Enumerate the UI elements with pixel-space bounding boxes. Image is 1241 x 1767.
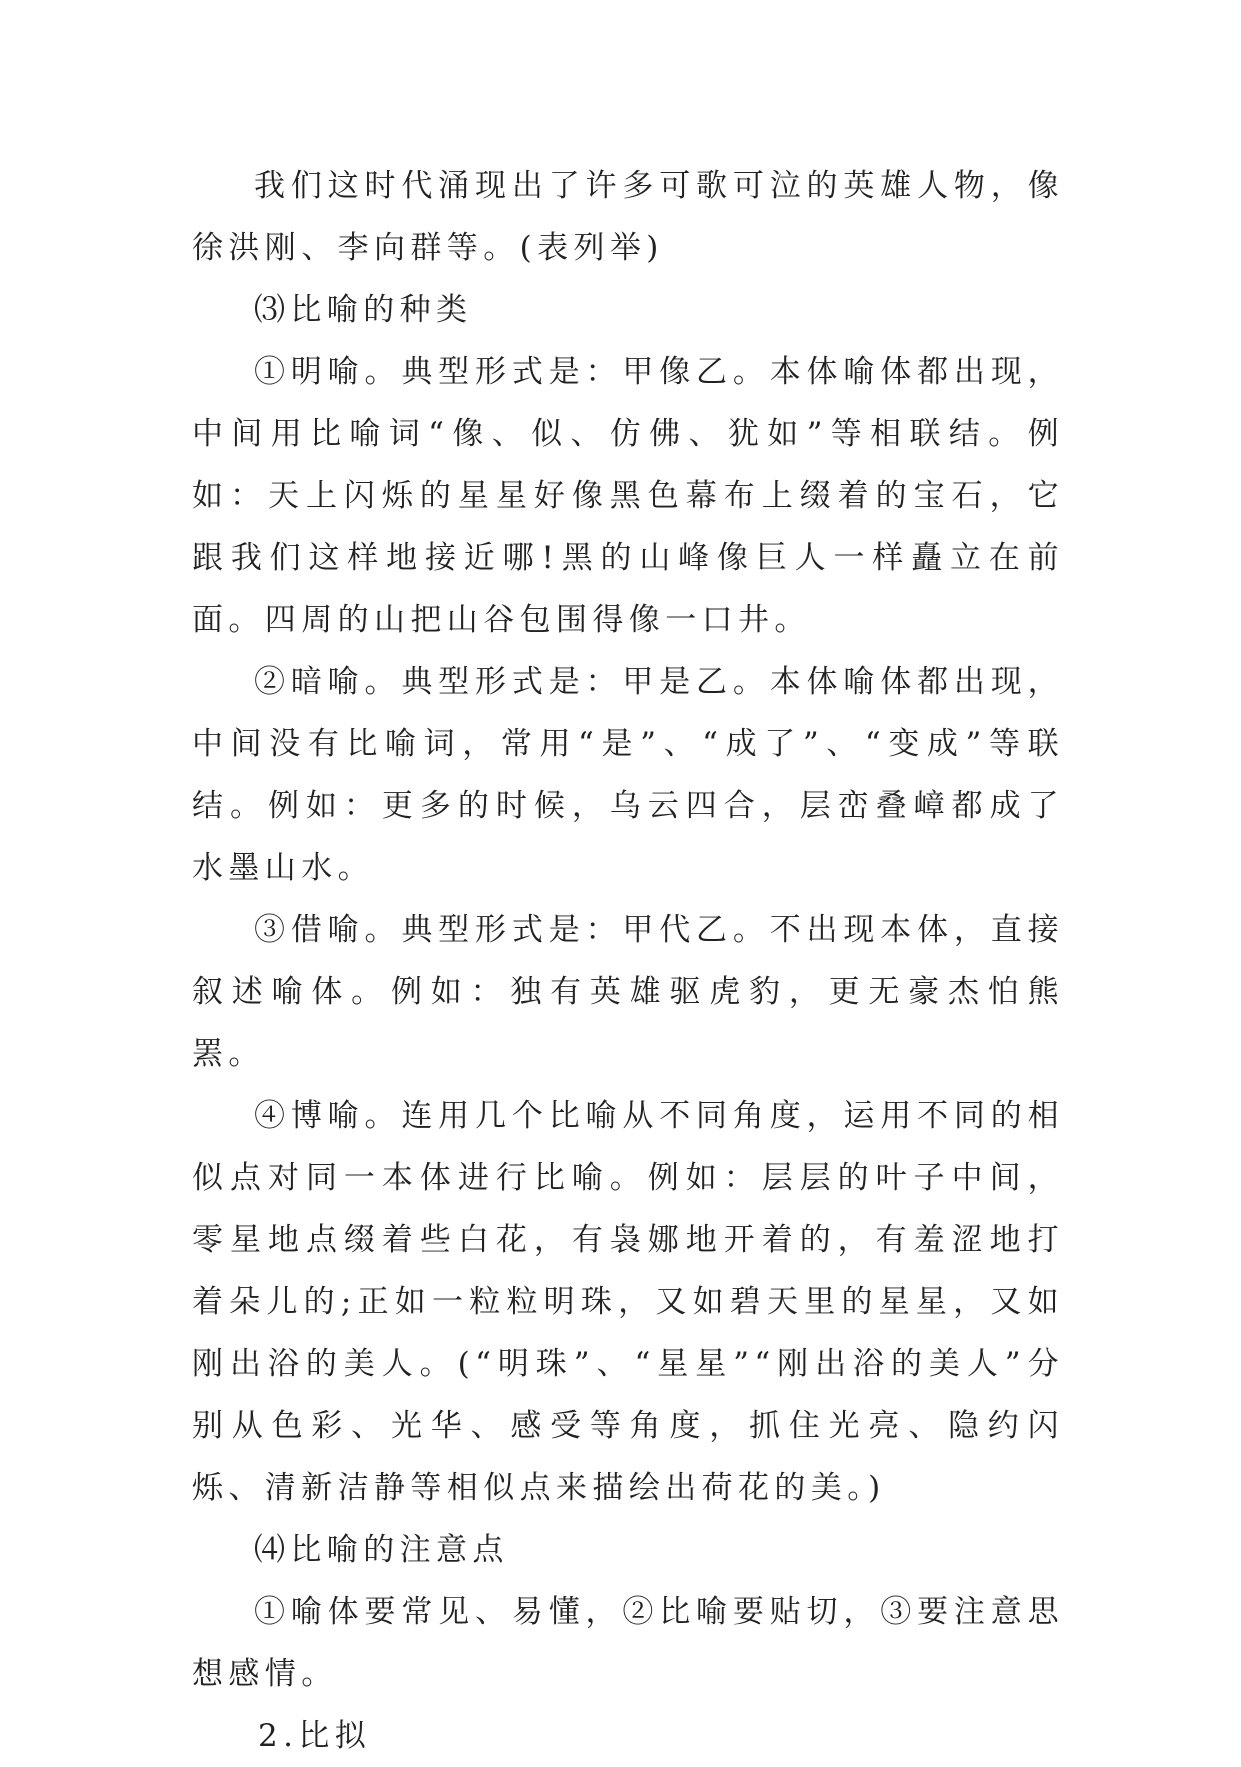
document-body	[192, 155, 1064, 1767]
paragraph-metonymic-metaphor: ③借喻。典型形式是：甲代乙。不出现本体，直接叙述喻体。例如：独有英雄驱虎豹，更无豪杰怕熊罴。	[192, 912, 1064, 1072]
paragraph-metaphor: ②暗喻。典型形式是：甲是乙。本体喻体都出现，中间没有比喻词，常用“是”、“成了”、“变成”等联结。例如：更多的时候，乌云四合，层峦叠嶂都成了水墨山水。	[192, 664, 1064, 886]
heading-personification: 2.比拟	[258, 1718, 372, 1754]
paragraph-metaphor-notes: ①喻体要常见、易懂，②比喻要贴切，③要注意思想感情。	[192, 1594, 1064, 1692]
paragraph-extended-metaphor: ④博喻。连用几个比喻从不同角度，运用不同的相似点对同一本体进行比喻。例如：层层的叶子中间，零星地点缀着些白花，有袅娜地开着的，有羞涩地打着朵儿的;正如一粒粒明珠，又如碧天里的星星，又如刚出浴的美人。(“明珠”、“星星”“刚出浴的美人”分别从色彩、光华、感受等角度，抓住光亮、隐约闪烁、清新洁静等相似点来描绘出荷花的美。)	[192, 1098, 1064, 1506]
heading-metaphor-types: ⑶比喻的种类	[254, 292, 473, 328]
paragraph-simile: ①明喻。典型形式是：甲像乙。本体喻体都出现，中间用比喻词“像、似、仿佛、犹如”等相联结。例如：天上闪烁的星星好像黑色幕布上缀着的宝石，它跟我们这样地接近哪!黑的山峰像巨人一样矗立在前面。四周的山把山谷包围得像一口井。	[192, 354, 1064, 638]
heading-metaphor-notes: ⑷比喻的注意点	[254, 1532, 509, 1568]
paragraph-heroes-example: 我们这时代涌现出了许多可歌可泣的英雄人物，像徐洪刚、李向群等。(表列举)	[192, 168, 1064, 266]
